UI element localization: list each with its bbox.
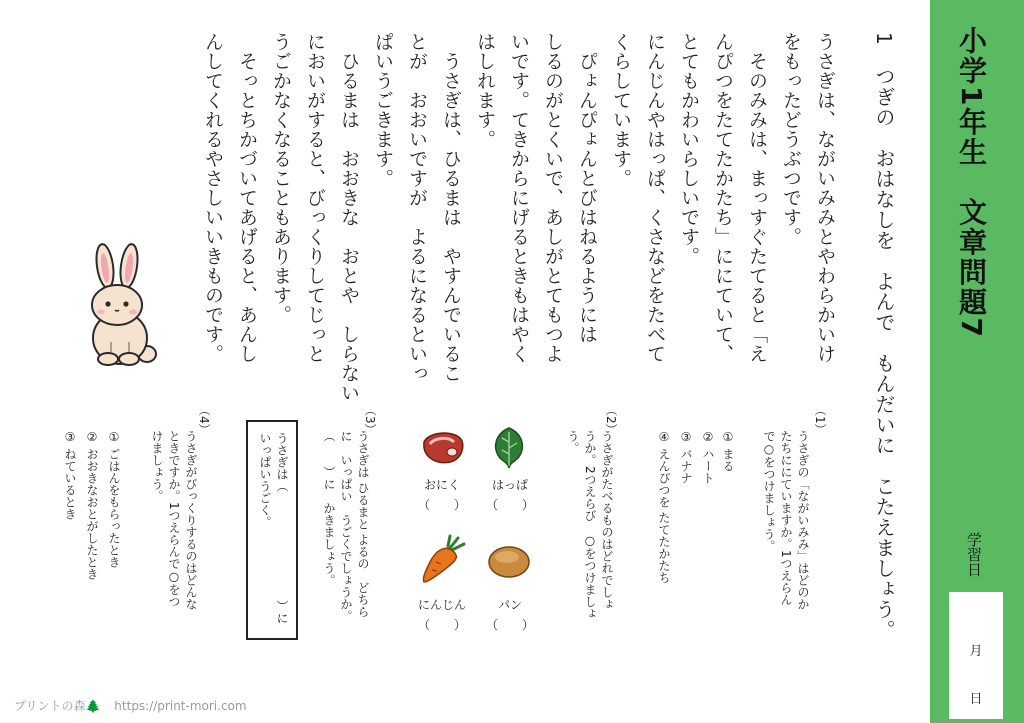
q3-box-line: いっぱいうごく。 [258, 432, 272, 528]
q2-text-line: う。 [566, 430, 580, 454]
footer-url[interactable]: https://print-mori.com [114, 699, 247, 713]
q4-option-1[interactable]: ① ごはんをもらったとき [107, 430, 121, 568]
story-line: うごかなくなることもあります。 [270, 32, 292, 325]
meat-icon [418, 430, 466, 468]
q1-number: （1） [813, 404, 827, 436]
q4-option-2[interactable]: ② おおきなおとがしたとき [85, 430, 99, 580]
rabbit-head [92, 285, 142, 325]
q3-text-line: に いっぱい うごくでしょうか。 [339, 430, 353, 622]
q2-number: （2） [604, 404, 618, 436]
date-field[interactable] [949, 592, 1003, 719]
q1-option-4[interactable]: ④ えんぴつを たてたかたち [657, 430, 671, 584]
footer-brand: プリントの森🌲 [14, 699, 101, 713]
story-line: においがすると、びっくりしてじっと [304, 32, 326, 364]
story-line: にんじんやはっぱ、くさなどをたべて [644, 32, 666, 364]
q3-text [320, 430, 371, 622]
q1-option-1[interactable]: ① まる [721, 430, 735, 472]
q4-text-line: ときですか。1つえらんで○をつ [167, 430, 181, 608]
q4-number: （4） [197, 404, 211, 436]
day-label: 日 [969, 692, 983, 707]
story-passage [200, 32, 838, 403]
q2-text [564, 430, 615, 620]
q4-text-line: けましょう。 [150, 430, 164, 502]
food-label-leaf: はっぱ [491, 478, 528, 492]
story-line: うさぎは、ながいみみとやわらかいけ [814, 32, 836, 364]
q3-text-line: うさぎは ひるまと よるの どちら [356, 430, 370, 618]
food-answer-leaf[interactable]: （ ） [485, 498, 534, 512]
story-line: んぴつをたてたかたち」ににていて、 [712, 32, 734, 364]
month-label: 月 [969, 644, 983, 659]
q1-text-line: たちににていますか。1つえらん [779, 430, 793, 606]
food-answer-carrot[interactable]: （ ） [417, 618, 466, 632]
q4-text-line: うさぎがびっくりするのはどんな [184, 430, 198, 610]
story-line: そっとちかづいてあげると、あんし [236, 32, 258, 364]
food-answer-bread[interactable]: （ ） [485, 618, 534, 632]
rabbit-illustration [74, 242, 166, 370]
q2-text-line: うか。2つえらび ○をつけましょ [583, 430, 597, 620]
instruction-text: 1 つぎの おはなしを よんで もんだいに こたえましょう。 [872, 32, 896, 640]
q4-text [148, 430, 199, 610]
q3-box-line: うさぎは（ ）に [275, 432, 289, 624]
q4-option-3[interactable]: ③ ねているとき [63, 430, 77, 520]
story-line: はしれます。 [474, 32, 496, 149]
q3-number: （3） [363, 404, 377, 436]
leaf-icon [486, 424, 532, 470]
q2-text-line: うさぎがたべるものはどれでしょ [600, 430, 614, 610]
story-line: とが おおいですが よるになるといっ [406, 32, 428, 383]
q3-box-text [256, 432, 290, 624]
story-line: うさぎは、ひるまは やすんでいるこ [440, 32, 462, 383]
q1-text-line: うさぎの「ながいみみ」はどのか [796, 430, 810, 610]
q1-option-2[interactable]: ② ハート [701, 430, 715, 484]
q1-option-3[interactable]: ③ バナナ [679, 430, 693, 484]
carrot-icon [416, 534, 468, 586]
q3-answer-box[interactable] [246, 420, 298, 640]
story-line: そのみみは、まっすぐたてると「え [746, 32, 768, 364]
q1-text [760, 430, 811, 610]
story-line: ぱいうごきます。 [372, 32, 394, 188]
food-label-bread: パン [497, 598, 522, 612]
date-label: 学習日 [965, 532, 983, 577]
story-line: しるのがとくいで、あしがとてもつよ [542, 32, 564, 364]
story-line: いです。てきからにげるときもはやく [508, 32, 530, 364]
story-line: とてもかわいらしいです。 [678, 32, 700, 266]
story-line: んしてくれるやさしいいきものです。 [202, 32, 224, 364]
food-label-carrot: にんじん [417, 598, 466, 612]
story-line: くらしています。 [610, 32, 632, 188]
page-title: 小学1年生 文章問題7 [955, 26, 988, 339]
story-line: ひるまは おおきな おとや しらない [338, 32, 360, 403]
story-line: をもったどうぶつです。 [780, 32, 802, 247]
q1-text-line: で○をつけましょう。 [762, 430, 776, 552]
food-label-meat: おにく [423, 478, 460, 492]
story-line: ぴょんぴょんとびはねるようには [576, 32, 598, 344]
bread-icon [486, 540, 532, 580]
q3-text-line: （ ）に かきましょう。 [322, 430, 336, 586]
food-answer-meat[interactable]: （ ） [417, 498, 466, 512]
footer [14, 697, 257, 714]
